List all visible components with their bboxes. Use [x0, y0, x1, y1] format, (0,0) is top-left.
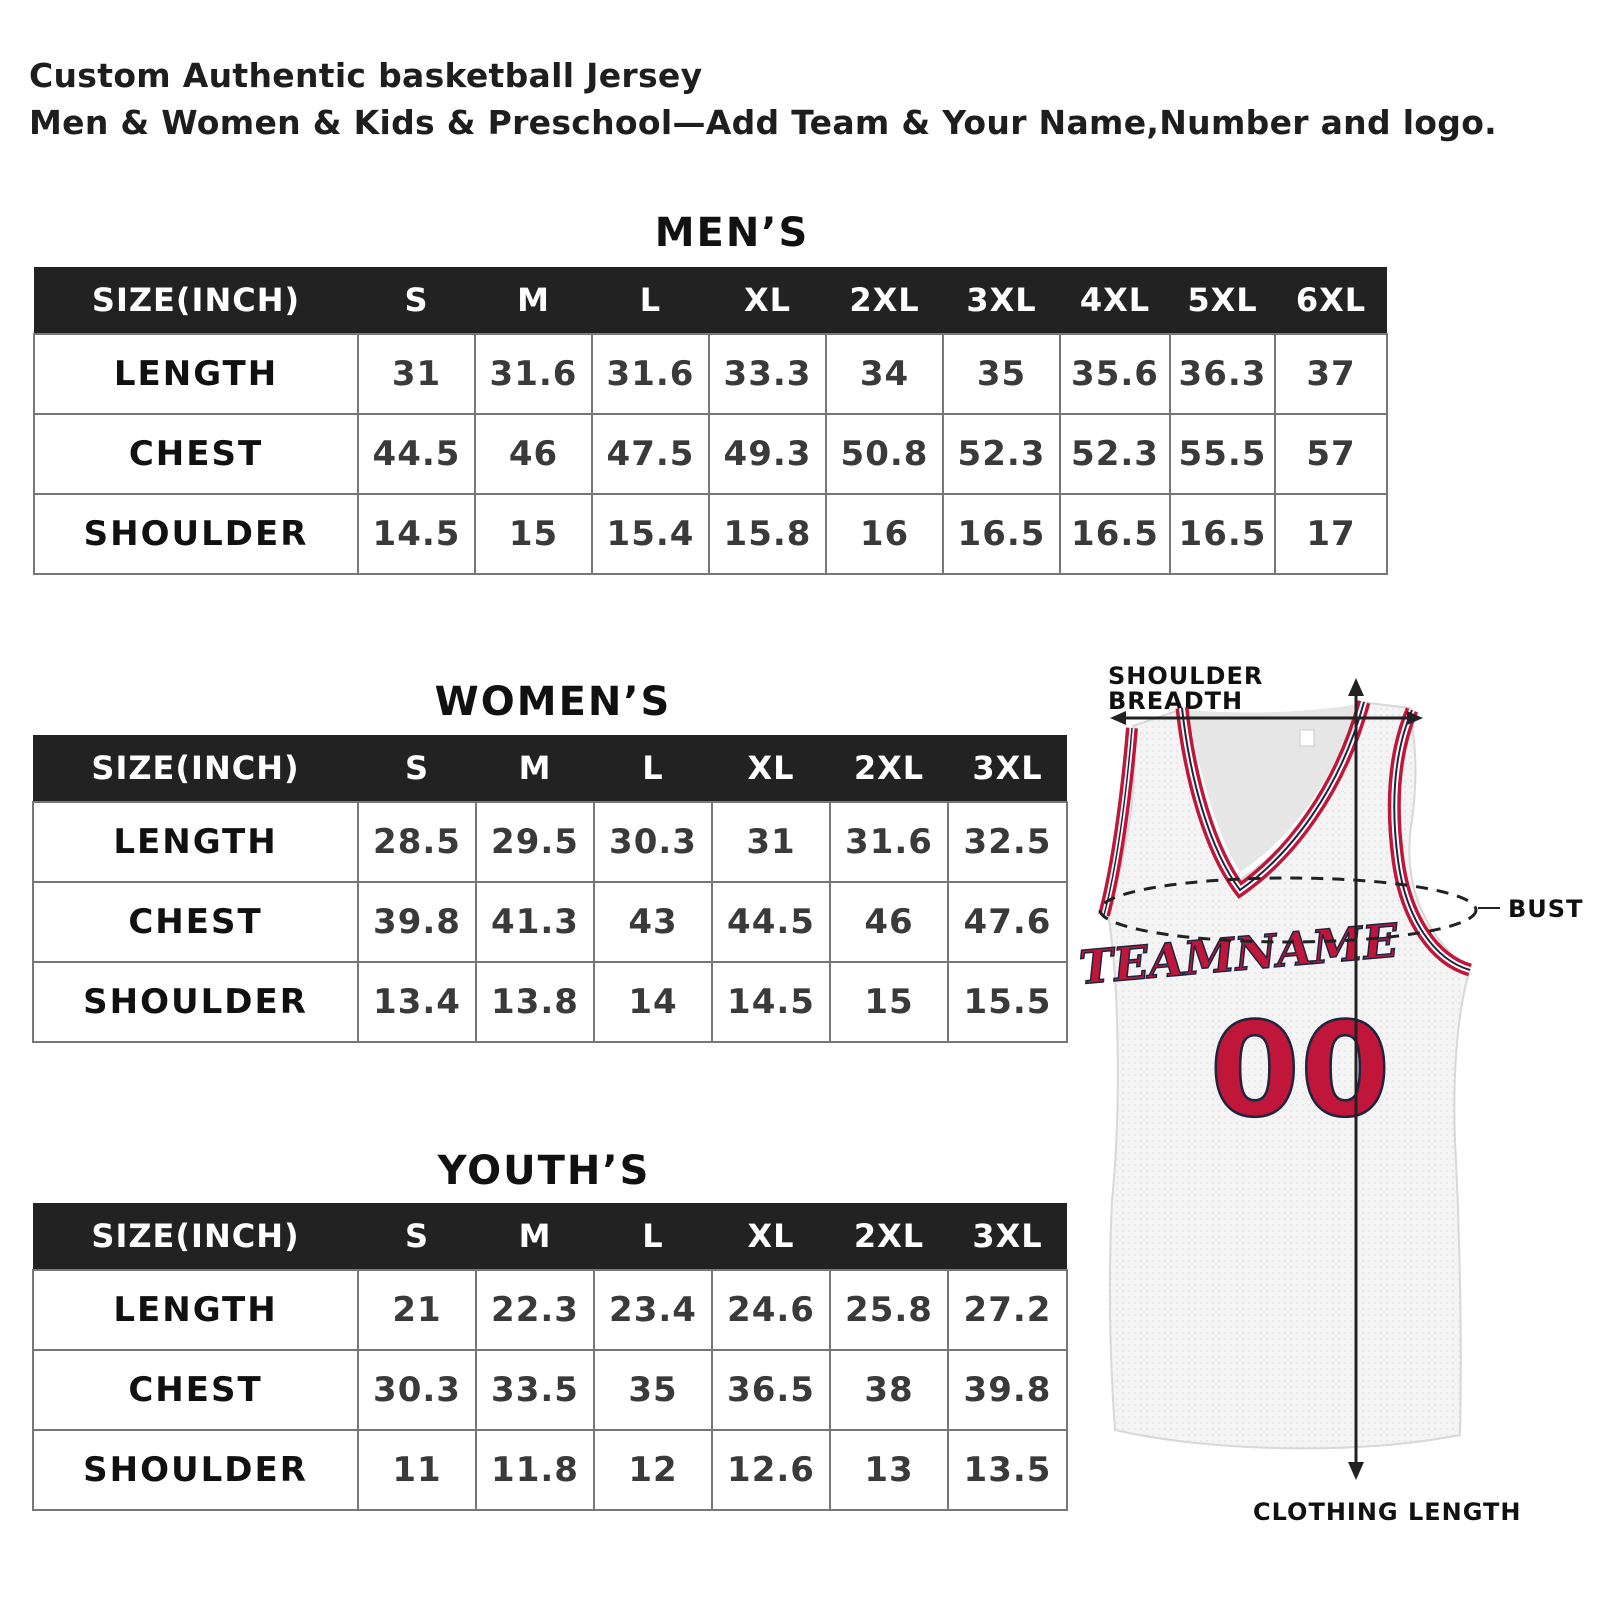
size-col-header: 2XL [826, 267, 943, 334]
table-cell: 46 [830, 882, 948, 962]
size-header: SIZE(INCH) [33, 735, 358, 802]
table-cell: 21 [358, 1270, 476, 1350]
table-cell: 35 [594, 1350, 712, 1430]
table-cell: 36.3 [1170, 334, 1275, 414]
size-col-header: S [358, 735, 476, 802]
table-cell: 31.6 [592, 334, 709, 414]
table-cell: 12.6 [712, 1430, 830, 1510]
table-cell: 49.3 [709, 414, 826, 494]
table-row [33, 882, 1067, 962]
mens-size-table [33, 267, 1388, 575]
table-cell: 28.5 [358, 802, 476, 882]
size-col-header: 3XL [943, 267, 1060, 334]
table-cell: 34 [826, 334, 943, 414]
row-label: LENGTH [33, 802, 358, 882]
table-row [33, 962, 1067, 1042]
row-label: CHEST [33, 882, 358, 962]
table-cell: 52.3 [1060, 414, 1170, 494]
table-cell: 44.5 [358, 414, 475, 494]
size-col-header: M [476, 1203, 594, 1270]
table-cell: 16 [826, 494, 943, 574]
size-col-header: XL [712, 735, 830, 802]
jersey-illustration [1060, 640, 1600, 1530]
table-cell: 52.3 [943, 414, 1060, 494]
table-cell: 14 [594, 962, 712, 1042]
table-cell: 55.5 [1170, 414, 1275, 494]
jersey-tag [1300, 730, 1314, 746]
size-col-header: L [594, 1203, 712, 1270]
table-cell: 13.5 [948, 1430, 1067, 1510]
size-col-header: S [358, 267, 475, 334]
table-row [33, 1430, 1067, 1510]
table-cell: 23.4 [594, 1270, 712, 1350]
row-label: SHOULDER [34, 494, 358, 574]
jersey-team-name: TEAMNAME [1077, 913, 1401, 995]
table-cell: 15 [830, 962, 948, 1042]
bust-label: BUST [1508, 895, 1584, 923]
jersey-number: 00 [1209, 994, 1391, 1146]
size-col-header: L [592, 267, 709, 334]
size-col-header: 4XL [1060, 267, 1170, 334]
table-cell: 25.8 [830, 1270, 948, 1350]
table-cell: 39.8 [948, 1350, 1067, 1430]
shoulder-label-line-1: SHOULDER [1108, 662, 1264, 690]
size-header: SIZE(INCH) [34, 267, 358, 334]
row-label: SHOULDER [33, 1430, 358, 1510]
table-cell: 15.5 [948, 962, 1067, 1042]
table-cell: 37 [1275, 334, 1387, 414]
table-cell: 33.5 [476, 1350, 594, 1430]
table-cell: 16.5 [1060, 494, 1170, 574]
length-arrow-bottom-head [1348, 1462, 1364, 1480]
womens-title: WOMEN’S [434, 679, 672, 725]
table-cell: 14.5 [358, 494, 475, 574]
table-header-row [33, 1203, 1067, 1270]
table-cell: 44.5 [712, 882, 830, 962]
table-row [34, 494, 1387, 574]
size-col-header: 2XL [830, 1203, 948, 1270]
table-cell: 35.6 [1060, 334, 1170, 414]
size-col-header: 3XL [948, 1203, 1067, 1270]
size-header: SIZE(INCH) [33, 1203, 358, 1270]
clothing-length-label: CLOTHING LENGTH [1253, 1498, 1522, 1526]
table-cell: 47.6 [948, 882, 1067, 962]
table-cell: 31.6 [830, 802, 948, 882]
row-label: LENGTH [33, 1270, 358, 1350]
heading-line-2: Men & Women & Kids & Preschool—Add Team & Your Name,Number and logo. [29, 103, 1498, 142]
table-cell: 11 [358, 1430, 476, 1510]
jersey-svg [1060, 640, 1600, 1530]
table-cell: 11.8 [476, 1430, 594, 1510]
table-cell: 30.3 [594, 802, 712, 882]
table-header-row [34, 267, 1387, 334]
shoulder-label-line-2: BREADTH [1108, 687, 1244, 715]
length-arrow-top-head [1348, 678, 1364, 696]
table-cell: 13.4 [358, 962, 476, 1042]
heading-line-1: Custom Authentic basketball Jersey [29, 56, 703, 95]
table-cell: 35 [943, 334, 1060, 414]
size-col-header: XL [709, 267, 826, 334]
table-cell: 13 [830, 1430, 948, 1510]
table-cell: 46 [475, 414, 592, 494]
page-heading [29, 52, 1497, 146]
table-cell: 14.5 [712, 962, 830, 1042]
row-label: SHOULDER [33, 962, 358, 1042]
shoulder-arrow-left-head [1110, 711, 1126, 725]
table-cell: 31 [358, 334, 475, 414]
table-cell: 36.5 [712, 1350, 830, 1430]
table-cell: 33.3 [709, 334, 826, 414]
table-cell: 15 [475, 494, 592, 574]
table-header-row [33, 735, 1067, 802]
table-cell: 50.8 [826, 414, 943, 494]
table-cell: 22.3 [476, 1270, 594, 1350]
table-cell: 29.5 [476, 802, 594, 882]
row-label: LENGTH [34, 334, 358, 414]
row-label: CHEST [34, 414, 358, 494]
size-col-header: 6XL [1275, 267, 1387, 334]
table-cell: 16.5 [1170, 494, 1275, 574]
table-cell: 15.8 [709, 494, 826, 574]
table-row [34, 414, 1387, 494]
table-row [33, 1270, 1067, 1350]
table-cell: 43 [594, 882, 712, 962]
table-cell: 41.3 [476, 882, 594, 962]
size-col-header: 5XL [1170, 267, 1275, 334]
table-cell: 13.8 [476, 962, 594, 1042]
womens-size-table [32, 735, 1068, 1043]
table-cell: 27.2 [948, 1270, 1067, 1350]
table-cell: 17 [1275, 494, 1387, 574]
table-row [33, 1350, 1067, 1430]
size-col-header: 2XL [830, 735, 948, 802]
table-cell: 31.6 [475, 334, 592, 414]
size-col-header: M [476, 735, 594, 802]
table-cell: 12 [594, 1430, 712, 1510]
table-cell: 30.3 [358, 1350, 476, 1430]
size-col-header: S [358, 1203, 476, 1270]
table-row [33, 802, 1067, 882]
table-cell: 32.5 [948, 802, 1067, 882]
youths-title: YOUTH’S [437, 1148, 651, 1194]
mens-title: MEN’S [654, 210, 810, 256]
row-label: CHEST [33, 1350, 358, 1430]
size-col-header: 3XL [948, 735, 1067, 802]
table-cell: 38 [830, 1350, 948, 1430]
table-cell: 15.4 [592, 494, 709, 574]
table-cell: 39.8 [358, 882, 476, 962]
youths-size-table [32, 1203, 1068, 1511]
table-cell: 24.6 [712, 1270, 830, 1350]
table-row [34, 334, 1387, 414]
table-cell: 31 [712, 802, 830, 882]
size-col-header: M [475, 267, 592, 334]
table-cell: 47.5 [592, 414, 709, 494]
size-col-header: L [594, 735, 712, 802]
size-col-header: XL [712, 1203, 830, 1270]
table-cell: 57 [1275, 414, 1387, 494]
table-cell: 16.5 [943, 494, 1060, 574]
